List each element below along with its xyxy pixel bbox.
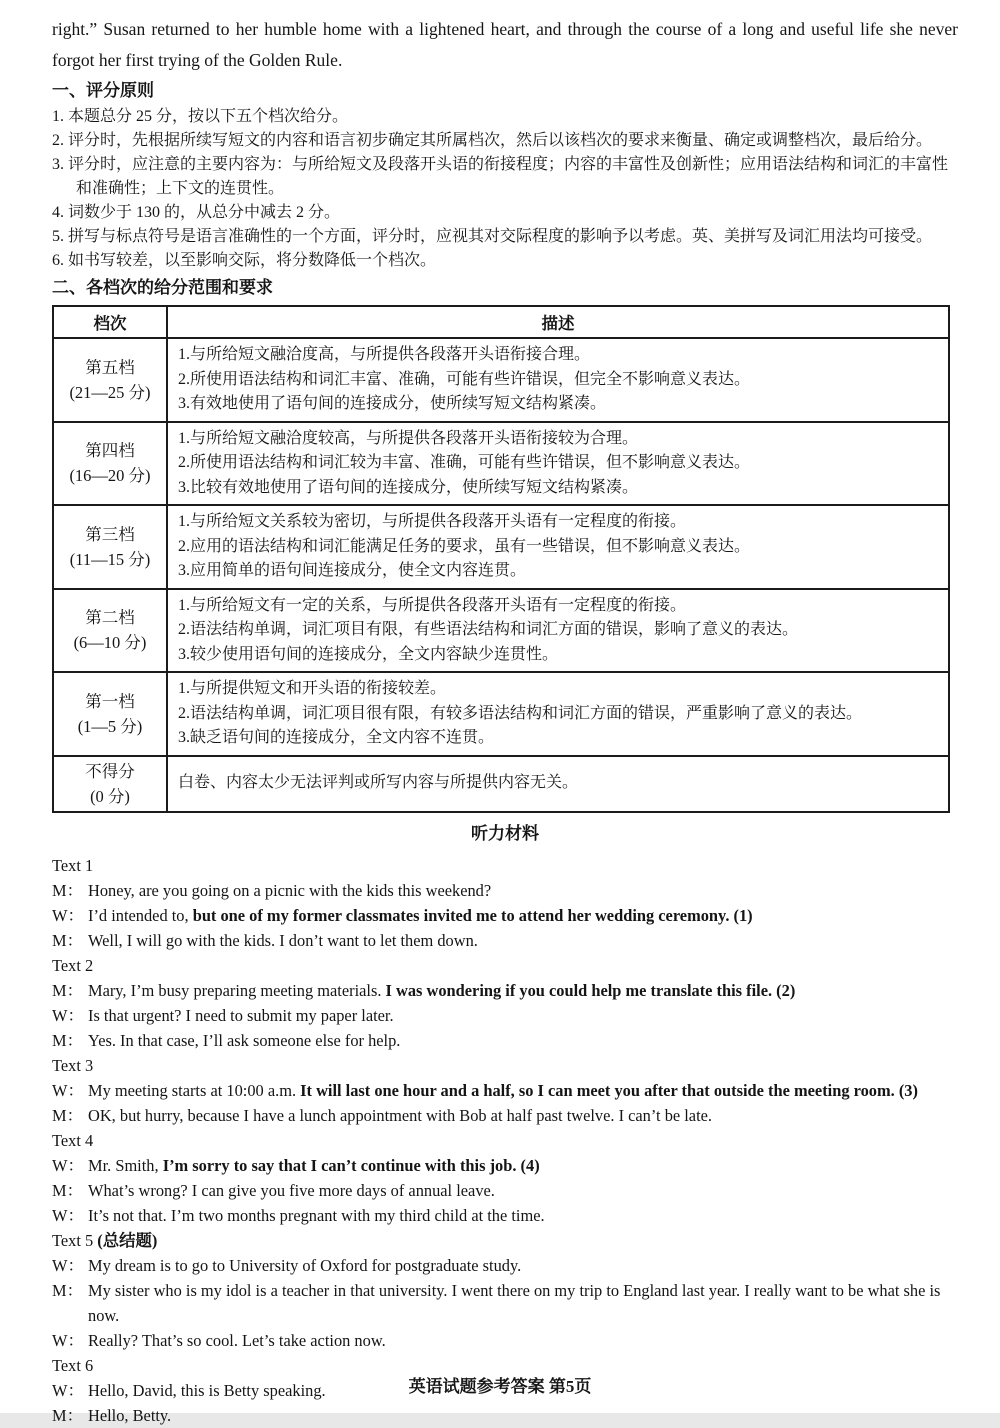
speaker-label: W： — [52, 1205, 84, 1225]
grade-level-cell — [53, 505, 167, 589]
grade-description-line: 1.与所给短文关系较为密切，与所提供各段落开头语有一定程度的衔接。 — [178, 513, 687, 530]
text-section-label — [52, 1053, 958, 1078]
dialogue-text-segment: Well, I will go with the kids. I don’t want to let them down. — [88, 930, 478, 950]
grade-level-name: 不得分 — [85, 761, 135, 781]
dialogue-text-segment: Text 4 — [52, 1130, 94, 1150]
grade-description-line: 1.与所提供短文和开头语的衔接较差。 — [178, 680, 447, 697]
dialogue-text-segment: OK, but hurry, because I have a lunch appointment with Bob at half past twelve. I can’t be late. — [88, 1105, 713, 1125]
grade-description-line: 3.有效地使用了语句间的连接成分，使所续写短文结构紧凑。 — [178, 395, 607, 412]
speaker-label: M： — [52, 930, 83, 950]
dialogue-text-segment: It’s not that. I’m two months pregnant with my third child at the time. — [88, 1205, 545, 1225]
story-paragraph: right.” Susan returned to her humble home with a lightened heart, and through the course of a long and useful life she never forgot her first trying of the Golden Rule. — [52, 19, 958, 70]
answer-key-bold-segment: I’m sorry to say that I can’t continue with this job. (4) — [162, 1155, 540, 1175]
dialogue-line — [52, 1328, 958, 1353]
grade-level-name: 第二档 — [85, 608, 135, 628]
grade-level-range: (0 分) — [90, 786, 130, 806]
grade-rubric-table — [52, 305, 950, 813]
scoring-principle-item: 4. 词数少于 130 的，从总分中减去 2 分。 — [52, 204, 341, 221]
grade-table-row — [53, 672, 949, 756]
speaker-label: W： — [52, 905, 84, 925]
dialogue-line — [52, 1178, 958, 1203]
dialogue-text-segment: My dream is to go to University of Oxford for postgraduate study. — [88, 1255, 522, 1275]
dialogue-line — [52, 928, 958, 953]
dialogue-text-segment: Yes. In that case, I’ll ask someone else for help. — [88, 1030, 401, 1050]
dialogue-text-segment: Text 3 — [52, 1055, 94, 1075]
dialogue-text-segment: I’d intended to, — [88, 905, 193, 925]
grade-description-line: 3.比较有效地使用了语句间的连接成分，使所续写短文结构紧凑。 — [178, 478, 639, 496]
grade-description-line: 3.应用简单的语句间连接成分，使全文内容连贯。 — [178, 562, 527, 579]
grade-level-cell — [53, 589, 167, 673]
speaker-label: M： — [52, 1405, 83, 1425]
grade-description-line: 2.所使用语法结构和词汇丰富、准确，可能有些许错误，但完全不影响意义表达。 — [178, 370, 751, 388]
grade-level-range: (1—5 分) — [77, 716, 143, 736]
dialogue-line — [52, 1078, 958, 1103]
column-header-level: 档次 — [53, 306, 167, 338]
text-section-label — [52, 1228, 958, 1253]
dialogue-line — [52, 1103, 958, 1128]
dialogue-line — [52, 1003, 958, 1028]
speaker-label: W： — [52, 1255, 84, 1275]
text-section-label — [52, 853, 958, 878]
dialogue-line — [52, 978, 958, 1003]
dialogue-text-segment: Honey, are you going on a picnic with the kids this weekend? — [88, 880, 492, 900]
speaker-label: W： — [52, 1155, 84, 1175]
speaker-label: M： — [52, 1030, 83, 1050]
dialogue-text-segment: Text 6 — [52, 1355, 94, 1375]
grade-description-line: 1.与所给短文融洽度高，与所提供各段落开头语衔接合理。 — [178, 346, 591, 363]
grade-level-cell — [53, 422, 167, 506]
grade-level-range: (21—25 分) — [69, 382, 151, 402]
grade-level-cell — [53, 672, 167, 756]
grade-level-name: 第四档 — [85, 441, 135, 461]
grade-description-cell — [167, 589, 949, 673]
dialogue-text-segment: Mary, I’m busy preparing meeting materials. — [88, 980, 386, 1000]
answer-key-bold-segment: I was wondering if you could help me translate this file. (2) — [385, 980, 796, 1000]
speaker-label: M： — [52, 1105, 83, 1125]
speaker-label: W： — [52, 1330, 84, 1350]
answer-key-bold-segment: (总结题) — [97, 1230, 158, 1250]
answer-key-bold-segment: It will last one hour and a half, so I can meet you after that outside the meeting room. (3) — [300, 1080, 918, 1100]
grade-description-cell — [167, 505, 949, 589]
grade-level-range: (16—20 分) — [69, 466, 151, 486]
grade-description-line: 1.与所给短文融洽度较高，与所提供各段落开头语衔接较为合理。 — [178, 429, 639, 447]
scoring-principle-item: 6. 如书写较差，以至影响交际，将分数降低一个档次。 — [52, 252, 437, 269]
dialogue-text-segment: Is that urgent? I need to submit my paper later. — [88, 1005, 394, 1025]
scoring-principle-item: 3. 评分时，应注意的主要内容为：与所给短文及段落开头语的衔接程度；内容的丰富性及创新性；应用语法结构和词汇的丰富性和准确性；上下文的连贯性。 — [52, 156, 949, 197]
grade-description-line: 1.与所给短文有一定的关系，与所提供各段落开头语有一定程度的衔接。 — [178, 596, 687, 614]
dialogue-line — [52, 1203, 958, 1228]
speaker-label: M： — [52, 1280, 83, 1300]
grade-description-cell — [167, 422, 949, 506]
dialogue-text-segment: Hello, Betty. — [88, 1405, 172, 1425]
grade-level-name: 第五档 — [85, 357, 135, 377]
grade-description-line: 2.语法结构单调，词汇项目很有限，有较多语法结构和词汇方面的错误，严重影响了意义的表达。 — [178, 704, 863, 722]
grade-description-cell — [167, 756, 949, 812]
dialogue-text-segment: Text 1 — [52, 855, 94, 875]
dialogue-text-segment: My sister who is my idol is a teacher in that university. I went there on my trip to England last year. I really want to be what she is now. — [88, 1280, 941, 1325]
grade-description-line: 2.所使用语法结构和词汇较为丰富、准确，可能有些许错误，但不影响意义表达。 — [178, 454, 751, 471]
grade-table-row — [53, 756, 949, 812]
speaker-label: W： — [52, 1380, 84, 1400]
scoring-principle-item: 5. 拼写与标点符号是语言准确性的一个方面，评分时，应视其对交际程度的影响予以考虑。英、美拼写及词汇用法均可接受。 — [52, 228, 933, 245]
speaker-label: M： — [52, 1180, 83, 1200]
dialogue-line — [52, 903, 958, 928]
dialogue-text-segment: Mr. Smith, — [88, 1155, 163, 1175]
grade-description-cell — [167, 338, 949, 422]
listening-material-heading: 听力材料 — [471, 823, 539, 843]
grade-level-range: (6—10 分) — [73, 633, 147, 653]
grade-level-range: (11—15 分) — [69, 549, 151, 569]
grade-table-body — [53, 338, 949, 812]
dialogue-line — [52, 1403, 958, 1428]
grade-table-header-row — [53, 306, 949, 338]
dialogue-line — [52, 1278, 958, 1328]
dialogue-text-segment: Really? That’s so cool. Let’s take action now. — [88, 1330, 386, 1350]
column-header-description: 描述 — [167, 306, 949, 338]
grade-description-cell — [167, 672, 949, 756]
grade-description-line: 3.缺乏语句间的连接成分，全文内容不连贯。 — [178, 729, 495, 746]
listening-lines — [52, 853, 958, 1428]
answer-key-bold-segment: but one of my former classmates invited me to attend her wedding ceremony. (1) — [192, 905, 753, 925]
dialogue-line — [52, 1253, 958, 1278]
grade-level-name: 第一档 — [85, 691, 135, 711]
grade-description-line: 2.应用的语法结构和词汇能满足任务的要求，虽有一些错误，但不影响意义表达。 — [178, 537, 751, 555]
dialogue-text-segment: What’s wrong? I can give you five more days of annual leave. — [88, 1180, 495, 1200]
speaker-label: W： — [52, 1080, 84, 1100]
dialogue-line — [52, 878, 958, 903]
grade-level-cell — [53, 338, 167, 422]
page-footer: 英语试题参考答案 第5页 — [408, 1377, 592, 1396]
dialogue-text-segment: Text 5 — [52, 1230, 98, 1250]
dialogue-line — [52, 1153, 958, 1178]
speaker-label: M： — [52, 880, 83, 900]
grade-description-line: 白卷、内容太少无法评判或所写内容与所提供内容无关。 — [178, 774, 579, 792]
grade-level-cell — [53, 756, 167, 812]
text-section-label — [52, 1128, 958, 1153]
scoring-principles-list — [52, 105, 958, 273]
speaker-label: M： — [52, 980, 83, 1000]
grade-level-name: 第三档 — [85, 524, 135, 544]
grade-description-line: 2.语法结构单调，词汇项目有限，有些语法结构和词汇方面的错误，影响了意义的表达。 — [178, 621, 799, 638]
scoring-principle-item: 1. 本题总分 25 分，按以下五个档次给分。 — [52, 108, 349, 125]
scoring-principle-item: 2. 评分时，先根据所续写短文的内容和语言初步确定其所属档次，然后以该档次的要求来衡量、确定或调整档次，最后给分。 — [52, 132, 933, 149]
section-heading-scoring-principles: 一、评分原则 — [52, 81, 154, 100]
dialogue-text-segment: Hello, David, this is Betty speaking. — [88, 1380, 326, 1400]
grade-table-row — [53, 589, 949, 673]
grade-table-row — [53, 422, 949, 506]
section-heading-grade-bands: 二、各档次的给分范围和要求 — [52, 278, 273, 297]
grade-table-row — [53, 505, 949, 589]
grade-description-line: 3.较少使用语句间的连接成分，全文内容缺少连贯性。 — [178, 645, 559, 663]
dialogue-text-segment: Text 2 — [52, 955, 94, 975]
grade-table-row — [53, 338, 949, 422]
text-section-label — [52, 953, 958, 978]
speaker-label: W： — [52, 1005, 84, 1025]
dialogue-line — [52, 1028, 958, 1053]
dialogue-text-segment: My meeting starts at 10:00 a.m. — [88, 1080, 301, 1100]
